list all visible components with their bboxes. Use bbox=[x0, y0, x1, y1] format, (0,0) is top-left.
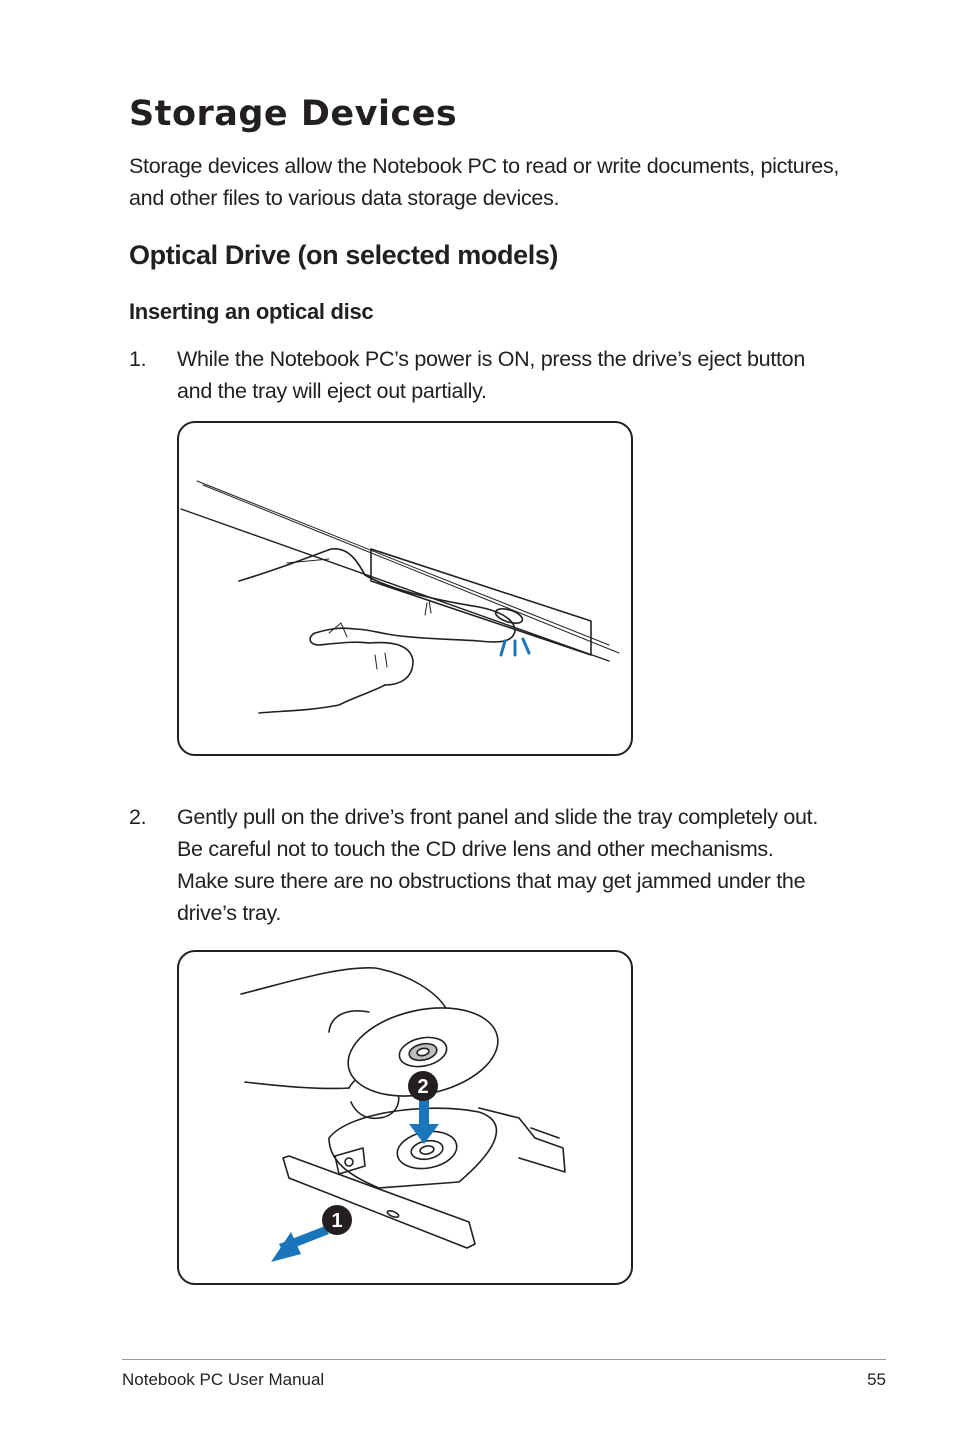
footer-page-number: 55 bbox=[867, 1370, 886, 1389]
step-1 bbox=[129, 343, 829, 407]
drive-tray-slot bbox=[371, 549, 591, 655]
callout-1-badge bbox=[322, 1205, 352, 1235]
pull-tray-illustration bbox=[179, 952, 633, 1285]
footer-divider bbox=[122, 1359, 886, 1360]
eject-button-illustration bbox=[179, 423, 633, 756]
pull-out-arrow-icon bbox=[271, 1226, 329, 1262]
figure-eject-button bbox=[177, 421, 633, 756]
figure-pull-tray bbox=[177, 950, 633, 1285]
subheading: Inserting an optical disc bbox=[129, 299, 374, 324]
callout-2-label: 2 bbox=[417, 1076, 429, 1098]
section-heading: Optical Drive (on selected models) bbox=[129, 240, 559, 270]
page-title: Storage Devices bbox=[129, 94, 458, 134]
step-2 bbox=[129, 801, 829, 929]
intro-paragraph: Storage devices allow the Notebook PC to read or write documents, pictures, and other files to various data storage devices. bbox=[129, 154, 840, 210]
footer-manual-title: Notebook PC User Manual bbox=[122, 1370, 325, 1389]
step-2-text: Gently pull on the drive’s front panel and slide the tray completely out. Be careful not to touch the CD drive lens and other mechanisms. Make sure there are no obstructions that may get jammed under the drive’s tray. bbox=[177, 805, 819, 925]
step-2-number: 2. bbox=[129, 805, 147, 829]
callout-2-badge bbox=[408, 1071, 438, 1101]
insert-down-arrow-icon bbox=[409, 1096, 439, 1144]
press-indicator-icon bbox=[501, 639, 529, 655]
step-1-number: 1. bbox=[129, 347, 147, 371]
callout-1-label: 1 bbox=[331, 1210, 343, 1232]
step-1-text: While the Notebook PC’s power is ON, press the drive’s eject button and the tray will eject out partially. bbox=[177, 347, 805, 403]
